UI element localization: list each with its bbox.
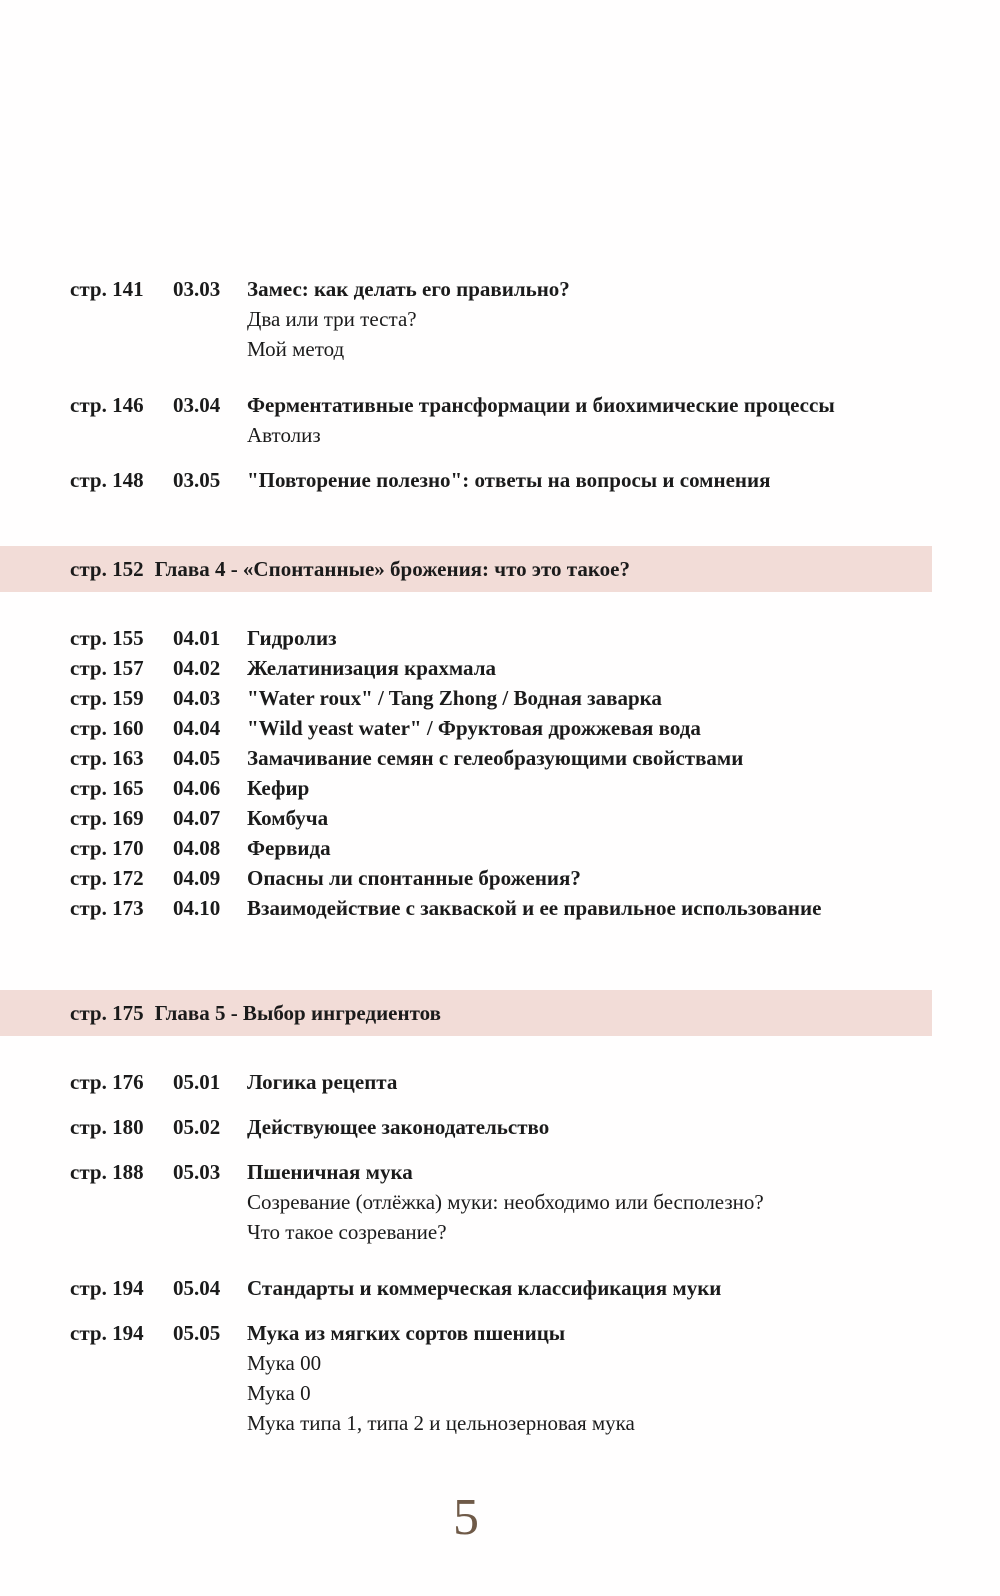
entry-subtitle: Мука типа 1, типа 2 и цельнозерновая мука [247,1411,635,1435]
toc-entry [0,274,1000,364]
entry-subtitle: Что такое созревание? [247,1220,447,1244]
toc-entry-main [0,1112,1000,1142]
page-footer [0,1489,932,1546]
entry-subtitle: Мука 0 [247,1381,311,1405]
entry-code: 04.04 [173,716,221,740]
entry-code: 03.04 [173,393,221,417]
chapter-page-ref: стр. 152 [70,557,144,581]
toc-entry-main [0,274,1000,304]
toc-entry [0,390,1000,450]
entry-page-ref: стр. 155 [70,626,144,650]
toc-entry-main [0,833,1000,863]
toc-entry [0,623,1000,653]
entry-title: Гидролиз [247,626,337,650]
entry-title: Замачивание семян с гелеобразующими свойствами [247,746,744,770]
entry-code: 04.09 [173,866,221,890]
toc-entry [0,713,1000,743]
entry-page-ref: стр. 159 [70,686,144,710]
entry-title: Опасны ли спонтанные брожения? [247,866,581,890]
toc-entry-main [0,863,1000,893]
entry-code: 04.10 [173,896,221,920]
entry-code: 04.02 [173,656,221,680]
entry-code: 05.04 [173,1276,221,1300]
entry-page-ref: стр. 172 [70,866,144,890]
entry-title: Замес: как делать его правильно? [247,277,570,301]
entry-title: Логика рецепта [247,1070,398,1094]
entry-page-ref: стр. 169 [70,806,144,830]
toc-entry [0,893,1000,923]
toc-entry [0,833,1000,863]
toc-entry-main [0,893,1000,923]
entry-page-ref: стр. 180 [70,1115,144,1139]
entry-page-ref: стр. 141 [70,277,144,301]
entry-title: Фервида [247,836,331,860]
entry-code: 04.05 [173,746,221,770]
entry-title: Желатинизация крахмала [247,656,497,680]
entry-subtitle: Автолиз [247,423,321,447]
chapter-title: Глава 4 - «Спонтанные» брожения: что это такое? [154,557,630,581]
entry-code: 05.05 [173,1321,221,1345]
entry-code: 05.01 [173,1070,221,1094]
entry-code: 04.06 [173,776,221,800]
entry-title: Действующее законодательство [247,1115,550,1139]
entry-page-ref: стр. 188 [70,1160,144,1184]
toc-entry [0,1067,1000,1097]
toc-entry [0,1112,1000,1142]
entry-title: Взаимодействие с закваской и ее правильное использование [247,896,822,920]
entry-page-ref: стр. 170 [70,836,144,860]
entry-code: 04.08 [173,836,221,860]
toc-entry [0,743,1000,773]
entry-subtitle: Два или три теста? [247,307,417,331]
entry-code: 04.03 [173,686,221,710]
toc-entry-main [0,1318,1000,1348]
entry-title: Комбуча [247,806,329,830]
toc-entry-main [0,743,1000,773]
entry-title: Стандарты и коммерческая классификация муки [247,1276,722,1300]
page-number: 5 [453,1489,479,1546]
toc-entry-main [0,1067,1000,1097]
toc-entry [0,863,1000,893]
toc-entry-main [0,773,1000,803]
entry-page-ref: стр. 173 [70,896,144,920]
toc-entry [0,1273,1000,1303]
entry-subtitle: Мука 00 [247,1351,322,1375]
entry-subtitle: Созревание (отлёжка) муки: необходимо или бесполезно? [247,1190,764,1214]
toc-entry [0,653,1000,683]
entry-code: 05.02 [173,1115,221,1139]
entry-page-ref: стр. 176 [70,1070,144,1094]
entry-title: Пшеничная мука [247,1160,413,1184]
chapter-heading [0,546,932,592]
chapter-page-ref: стр. 175 [70,1001,144,1025]
entry-page-ref: стр. 163 [70,746,144,770]
toc-entry [0,683,1000,713]
toc-entry-main [0,1273,1000,1303]
toc-entry-main [0,683,1000,713]
entry-code: 03.03 [173,277,221,301]
entry-page-ref: стр. 194 [70,1321,144,1345]
entry-title: Ферментативные трансформации и биохимические процессы [247,393,835,417]
entry-code: 05.03 [173,1160,221,1184]
toc-entry-main [0,713,1000,743]
entry-page-ref: стр. 160 [70,716,144,740]
chapter-title: Глава 5 - Выбор ингредиентов [154,1001,441,1025]
entry-subtitle: Мой метод [247,337,345,361]
entry-title: "Water roux" / Tang Zhong / Водная заварка [247,686,662,710]
entry-title: Мука из мягких сортов пшеницы [247,1321,566,1345]
entry-title: "Повторение полезно": ответы на вопросы и сомнения [247,468,771,492]
entry-title: "Wild yeast water" / Фруктовая дрожжевая вода [247,716,701,740]
toc-entry-main [0,623,1000,653]
toc-entry [0,803,1000,833]
toc-entry-main [0,390,1000,420]
entry-code: 03.05 [173,468,221,492]
entry-code: 04.07 [173,806,221,830]
toc-entry [0,1157,1000,1247]
entry-page-ref: стр. 165 [70,776,144,800]
toc-entry [0,465,1000,495]
toc-entry-main [0,803,1000,833]
entry-page-ref: стр. 157 [70,656,144,680]
entry-page-ref: стр. 194 [70,1276,144,1300]
toc-entry-main [0,465,1000,495]
entry-title: Кефир [247,776,310,800]
entry-page-ref: стр. 148 [70,468,144,492]
chapter-heading [0,990,932,1036]
toc-entry-main [0,1157,1000,1187]
toc-entry-main [0,653,1000,683]
toc-entry [0,773,1000,803]
toc-entry [0,1318,1000,1438]
entry-code: 04.01 [173,626,221,650]
entry-page-ref: стр. 146 [70,393,144,417]
